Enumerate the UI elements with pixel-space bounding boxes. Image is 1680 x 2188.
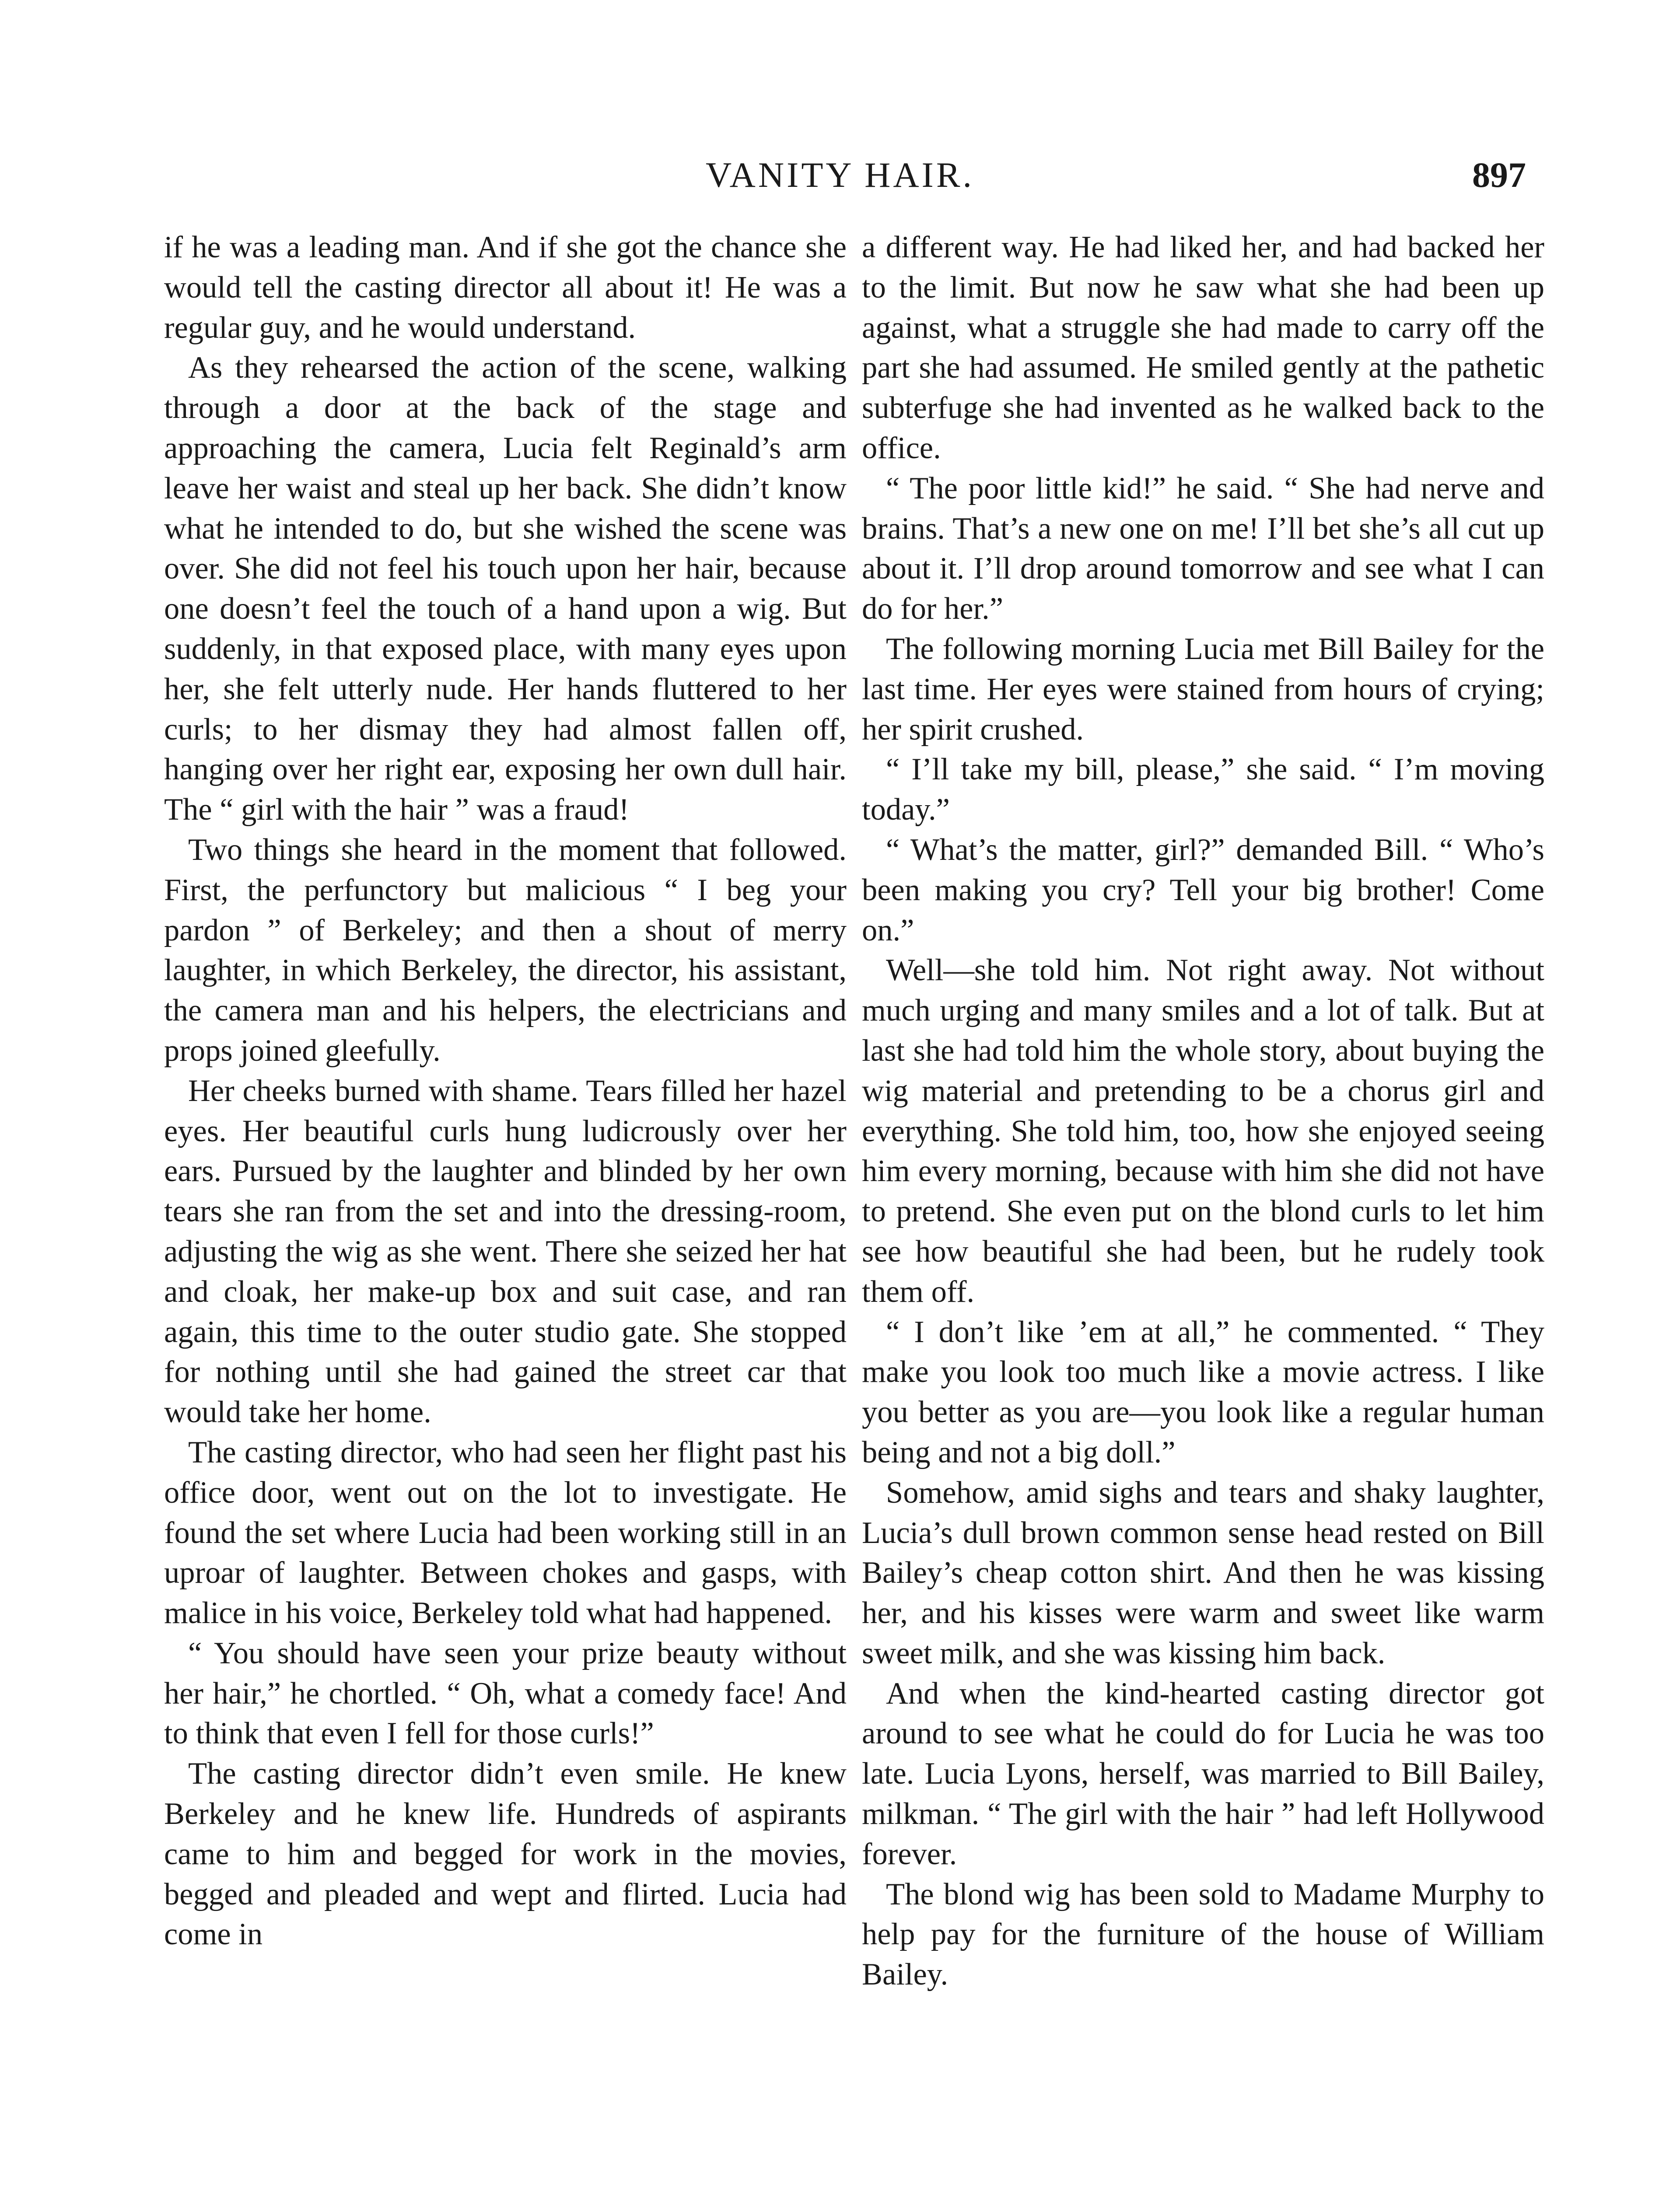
- running-head: [0, 151, 1680, 199]
- paragraph: And when the kind-hearted casting director got around to see what he could do for Lucia he was too late. Lucia Lyons, herself, was married to Bill Bailey, milkman. “ The girl with the hair ” had left Hollywood forever.: [862, 1676, 1544, 1871]
- page-number: 897: [1472, 155, 1526, 195]
- paragraph: Two things she heard in the moment that followed. First, the perfunctory but malicious “ I beg your pardon ” of Berkeley; and then a shout of merry laughter, in which Berkeley, the director, his assistant, the camera man and his helpers, the electricians and props joined gleefully.: [164, 832, 847, 1068]
- paragraph: The casting director, who had seen her flight past his office door, went out on the lot to investigate. He found the set where Lucia had been working still in an uproar of laughter. Between chokes and gasps, with malice in his voice, Berkeley told what had happened.: [164, 1435, 847, 1630]
- paragraph: Well—she told him. Not right away. Not without much urging and many smiles and a lot of talk. But at last she had told him the whole story, about buying the wig material and pretending to be a chorus girl and everything. She told him, too, how she enjoyed seeing him every morning, because with him she did not have to pretend. She even put on the blond curls to let him see how beautiful she had been, but he rudely took them off.: [862, 953, 1544, 1309]
- paragraph: “ What’s the matter, girl?” demanded Bill. “ Who’s been making you cry? Tell your big brother! Come on.”: [862, 832, 1544, 947]
- paragraph: a different way. He had liked her, and had backed her to the limit. But now he saw what she had been up against, what a struggle she had made to carry off the part she had assumed. He smiled gently at the pathetic subterfuge she had invented as he walked back to the office.: [862, 230, 1544, 465]
- paragraph: Her cheeks burned with shame. Tears filled her hazel eyes. Her beautiful curls hung ludicrously over her ears. Pursued by the laughter and blinded by her own tears she ran from the set and into the dressing-room, adjusting the wig as she went. There she seized her hat and cloak, her make-up box and suit case, and ran again, this time to the outer studio gate. She stopped for nothing until she had gained the street car that would take her home.: [164, 1073, 847, 1430]
- paragraph: “ You should have seen your prize beauty without her hair,” he chortled. “ Oh, what a comedy face! And to think that even I fell for those curls!”: [164, 1636, 847, 1751]
- paragraph: if he was a leading man. And if she got the chance she would tell the casting director all about it! He was a regular guy, and he would understand.: [164, 230, 847, 345]
- paragraph: “ I’ll take my bill, please,” she said. “ I’m moving today.”: [862, 752, 1544, 827]
- paragraph: The following morning Lucia met Bill Bailey for the last time. Her eyes were stained from hours of crying; her spirit crushed.: [862, 631, 1544, 747]
- paragraph: The casting director didn’t even smile. He knew Berkeley and he knew life. Hundreds of aspirants came to him and begged for work in the movies, begged and pleaded and wept and flirted. Lucia had come in: [164, 1757, 847, 1952]
- running-title: VANITY HAIR.: [705, 155, 975, 195]
- paragraph: “ I don’t like ’em at all,” he commented. “ They make you look too much like a movie actress. I like you better as you are—you look like a regular human being and not a big doll.”: [862, 1315, 1544, 1469]
- left-column: [164, 228, 847, 1955]
- paragraph: The blond wig has been sold to Madame Murphy to help pay for the furniture of the house of William Bailey.: [862, 1877, 1544, 1992]
- paragraph: “ The poor little kid!” he said. “ She had nerve and brains. That’s a new one on me! I’ll bet she’s all cut up about it. I’ll drop around tomorrow and see what I can do for her.”: [862, 471, 1544, 626]
- paragraph: As they rehearsed the action of the scene, walking through a door at the back of the stage and approaching the camera, Lucia felt Reginald’s arm leave her waist and steal up her back. She didn’t know what he intended to do, but she wished the scene was over. She did not feel his touch upon her hair, because one doesn’t feel the touch of a hand upon a wig. But suddenly, in that exposed place, with many eyes upon her, she felt utterly nude. Her hands fluttered to her curls; to her dismay they had almost fallen off, hanging over her right ear, exposing her own dull hair. The “ girl with the hair ” was a fraud!: [164, 351, 847, 827]
- right-column: [862, 228, 1544, 1995]
- paragraph: Somehow, amid sighs and tears and shaky laughter, Lucia’s dull brown common sense head rested on Bill Bailey’s cheap cotton shirt. And then he was kissing her, and his kisses were warm and sweet like warm sweet milk, and she was kissing him back.: [862, 1475, 1544, 1670]
